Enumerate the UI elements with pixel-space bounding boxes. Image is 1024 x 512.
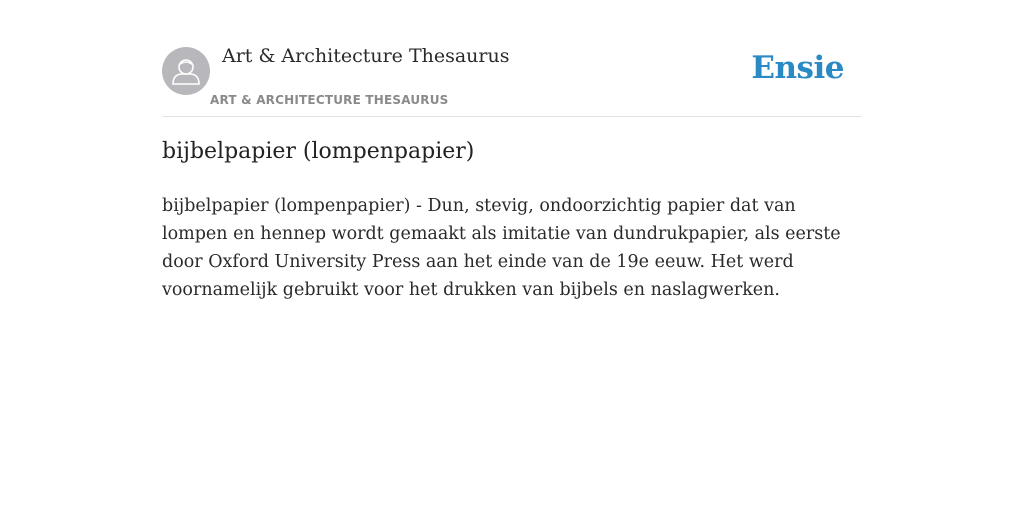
entry-header [162, 0, 862, 117]
source-title-link[interactable]: Art & Architecture Thesaurus [222, 45, 510, 67]
user-icon [162, 47, 210, 95]
definition-text: bijbelpapier (lompenpapier) - Dun, stevig, ondoorzichtig papier dat van lompen en hennep wordt gemaakt als imitatie van dundrukpapier, als eerste door Oxford University Press aan het einde van de 19e eeuw. Het werd voornamelijk gebruikt voor het drukken van bijbels en naslagwerken. [162, 196, 841, 300]
brand-logo[interactable]: Ensie [751, 50, 844, 86]
page-title: bijbelpapier (lompenpapier) [162, 139, 475, 164]
source-subtitle: ART & ARCHITECTURE THESAURUS [210, 93, 449, 107]
avatar[interactable] [162, 47, 210, 95]
